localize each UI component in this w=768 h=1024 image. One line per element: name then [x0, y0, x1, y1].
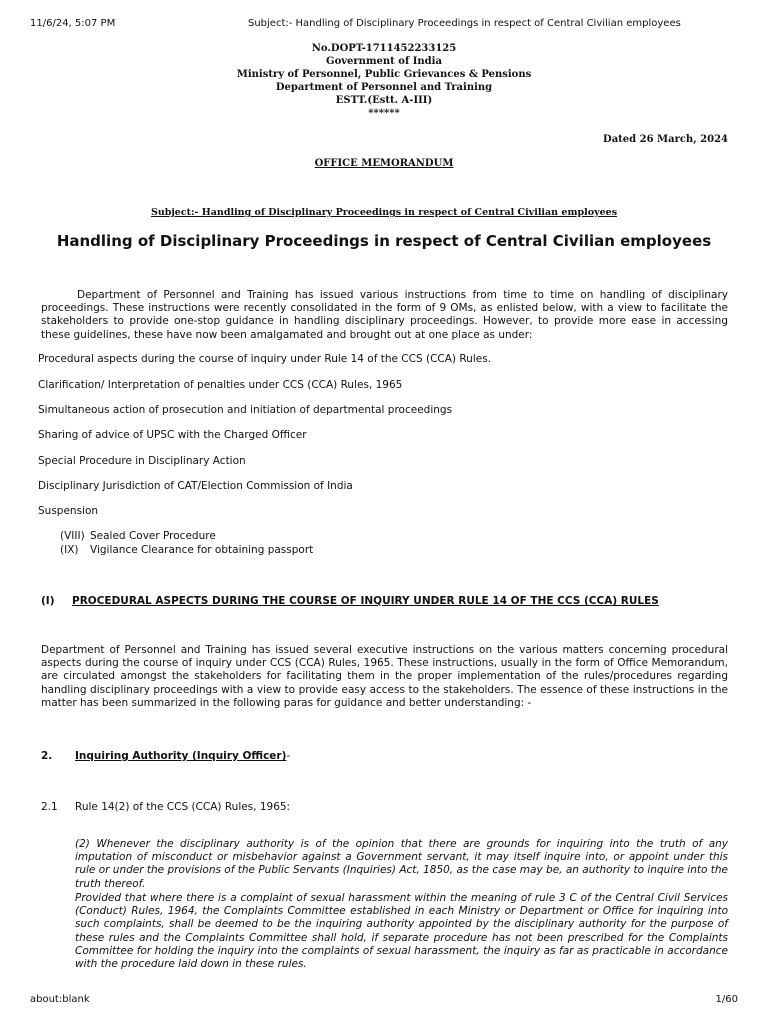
print-header [30, 18, 738, 32]
subject-line: Subject:- Handling of Disciplinary Proceedings in respect of Central Civilian employees [150, 207, 618, 218]
topic-item: Special Procedure in Disciplinary Action [38, 455, 246, 467]
rule-quote-1: (2) Whenever the disciplinary authority is of the opinion that there are grounds for inquiring into the truth of any imputation of misconduct or misbehavior against a Government servant, it may itself inquire into, or appoint under this rule or under the provisions of the Public Servants (Inquiries) Act, 1850, as the case may be, an authority to inquire into the truth thereof. [75, 838, 728, 890]
topic-item: Procedural aspects during the course of inquiry under Rule 14 of the CCS (CCA) Rules. [38, 353, 492, 365]
page-number: 1/60 [715, 994, 738, 1005]
section-1-body: Department of Personnel and Training has issued several executive instructions on the various matters concerning procedural aspects during the course of inquiry under CCS (CCA) Rules, 1965. These instructions, usually in the form of Office Memorandum, are circulated amongst the stakeholders for facilitating them in the proper implementation of the rules/procedures regarding handling disciplinary proceedings with a view to provide easy access to the stakeholders. The essence of these instructions in the matter has been summarized in the following paras for guidance and better understanding: - [41, 644, 728, 709]
om-number: No.DOPT-1711452233125 [311, 43, 457, 54]
government-line: Government of India [326, 56, 442, 67]
topic-item: Disciplinary Jurisdiction of CAT/Election Commission of India [38, 480, 353, 492]
section-2-heading [41, 750, 290, 762]
print-url: about:blank [30, 994, 90, 1005]
roman-text: Vigilance Clearance for obtaining passport [90, 544, 314, 556]
section-1-heading [41, 595, 659, 607]
topic-item: Sharing of advice of UPSC with the Charged Officer [38, 429, 307, 441]
section-2-title: Inquiring Authority (Inquiry Officer) [75, 750, 287, 762]
roman-text: Sealed Cover Procedure [90, 530, 216, 542]
roman-item [60, 544, 313, 556]
page-title: Handling of Disciplinary Proceedings in respect of Central Civilian employees [56, 232, 712, 250]
ministry-line: Ministry of Personnel, Public Grievances & Pensions [236, 69, 532, 80]
roman-item [60, 530, 216, 542]
intro-paragraph: Department of Personnel and Training has issued various instructions from time to time on handling of disciplinary proceedings. These instructions were recently consolidated in the form of 9 OMs, as enlisted below, with a view to facilitate the stakeholders to provide one-stop guidance in handling disciplinary proceedings. However, to provide more ease in accessing these guidelines, these have now been amalgamated and brought out at one place as under: [41, 289, 728, 341]
topic-item: Simultaneous action of prosecution and initiation of departmental proceedings [38, 404, 453, 416]
section-1-title: PROCEDURAL ASPECTS DURING THE COURSE OF INQUIRY UNDER RULE 14 OF THE CCS (CCA) RULES [72, 595, 659, 607]
stars-divider: ****** [368, 108, 400, 119]
rule-quote-2: Provided that where there is a complaint of sexual harassment within the meaning of rule 3 C of the Central Civil Services (Conduct) Rules, 1964, the Complaints Committee established in each Ministry or Department or Office for inquiring into such complaints, shall be deemed to be the inquiring authority appointed by the disciplinary authority for the purpose of these rules and the Complaints Committee shall hold, if separate procedure has not been prescribed for the Complaints Committee for holding the inquiry into the complaints of sexual harassment, the inquiry as far as practicable in accordance with the procedure laid down in these rules. [75, 892, 728, 971]
section-line: ESTT.(Estt. A-III) [335, 95, 433, 106]
subsection-number: 2.1 [41, 801, 58, 813]
subsection-2-1 [41, 801, 290, 813]
topic-item: Clarification/ Interpretation of penalties under CCS (CCA) Rules, 1965 [38, 379, 403, 391]
section-1-number: (I) [41, 595, 55, 607]
department-line: Department of Personnel and Training [275, 82, 493, 93]
print-datetime: 11/6/24, 5:07 PM [30, 18, 116, 29]
roman-numeral: (VIII) [60, 530, 85, 542]
topic-item: Suspension [38, 505, 99, 517]
dated-line: Dated 26 March, 2024 [603, 134, 728, 145]
roman-numeral: (IX) [60, 544, 79, 556]
memo-label: OFFICE MEMORANDUM [314, 158, 454, 169]
print-title: Subject:- Handling of Disciplinary Proceedings in respect of Central Civilian employees [248, 18, 681, 29]
subsection-text: Rule 14(2) of the CCS (CCA) Rules, 1965: [75, 801, 291, 813]
section-2-number: 2. [41, 750, 53, 762]
letterhead [0, 42, 768, 120]
section-2-suffix: - [286, 750, 291, 762]
